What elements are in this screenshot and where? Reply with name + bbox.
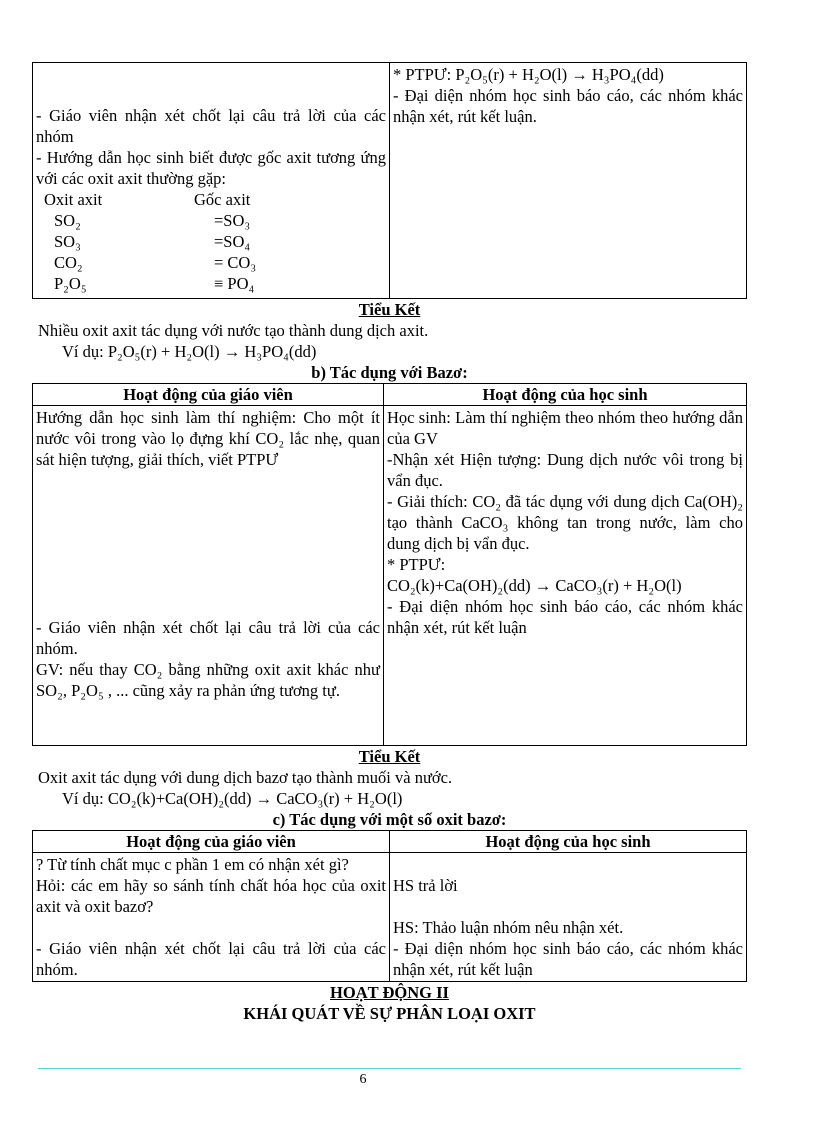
goc-item: =SO₃ (214, 211, 251, 230)
section-c-heading: c) Tác dụng với một số oxit bazơ: (272, 810, 507, 829)
teacher-comment: - Giáo viên nhận xét chốt lại câu trả lời của các nhóm. (36, 939, 386, 979)
document-page (32, 0, 747, 1024)
student-observation: -Nhận xét Hiện tượng: Dung dịch nước vôi trong bị vẩn đục. (387, 450, 743, 490)
oxit-item: SO₃ (54, 232, 81, 251)
teacher-column-header: Hoạt động của giáo viên (33, 831, 390, 853)
student-column-header: Hoạt động của học sinh (390, 831, 747, 853)
goc-item: = CO₃ (214, 253, 257, 272)
summary-heading: Tiểu Kết (358, 300, 421, 319)
reaction-equation: CO₂(k)+Ca(OH)₂(dd) → CaCO₃(r) + H₂O(l) (387, 576, 682, 595)
student-cell (390, 853, 747, 982)
page-number: 6 (359, 1072, 367, 1087)
student-answer: HS trả lời (393, 876, 458, 895)
activity-table-b (32, 383, 747, 746)
oxit-header: Oxit axit (44, 190, 103, 209)
teacher-guide: - Hướng dẫn học sinh biết được gốc axit tương ứng với các oxit axit thường gặp: (36, 148, 386, 188)
goc-item: ≡ PO₄ (214, 274, 255, 293)
reaction-equation: * PTPƯ: P₂O₅(r) + H₂O(l) → H₃PO₄(dd) (393, 65, 664, 84)
teacher-cell (33, 406, 384, 746)
teacher-instruction: Hướng dẫn học sinh làm thí nghiệm: Cho một ít nước vôi trong vào lọ đựng khí CO₂ lắc nhẹ, quan sát hiện tượng, giải thích, viết PTPƯ (36, 408, 380, 469)
summary-example: Ví dụ: P₂O₅(r) + H₂O(l) → H₃PO₄(dd) (62, 342, 317, 361)
teacher-question: ? Từ tính chất mục c phần 1 em có nhận xét gì? (36, 855, 349, 874)
activity-table-a (32, 62, 747, 299)
student-cell (384, 406, 747, 746)
oxit-item: P₂O₅ (54, 274, 87, 293)
activity-table-c (32, 830, 747, 982)
student-experiment: Học sinh: Làm thí nghiệm theo nhóm theo hướng dẫn của GV (387, 408, 743, 448)
student-report: - Đại diện nhóm học sinh báo cáo, các nhóm khác nhận xét, rút kết luận (387, 597, 743, 637)
section-b-heading: b) Tác dụng với Bazơ: (311, 363, 468, 382)
summary-text: Oxit axit tác dụng với dung dịch bazơ tạo thành muối và nước. (38, 768, 453, 787)
reaction-label: * PTPƯ: (387, 555, 446, 574)
activity-2-subtitle: KHÁI QUÁT VỀ SỰ PHÂN LOẠI OXIT (243, 1004, 536, 1023)
oxit-item: CO₂ (54, 253, 83, 272)
summary-example: Ví dụ: CO₂(k)+Ca(OH)₂(dd) → CaCO₃(r) + H₂O(l) (62, 789, 403, 808)
activity-2-title: HOẠT ĐỘNG II (330, 983, 449, 1002)
teacher-note: GV: nếu thay CO₂ bằng những oxit axit khác như SO₂, P₂O₅ , ... cũng xảy ra phản ứng tương tự. (36, 660, 380, 700)
teacher-cell (33, 853, 390, 982)
summary-text: Nhiều oxit axit tác dụng với nước tạo thành dung dịch axit. (38, 321, 429, 340)
oxit-table (36, 189, 386, 294)
oxit-item: SO₂ (54, 211, 81, 230)
student-explanation: - Giải thích: CO₂ đã tác dụng với dung dịch Ca(OH)₂ tạo thành CaCO₃ không tan trong nước, làm cho dung dịch bị vẩn đục. (387, 492, 743, 553)
summary-heading: Tiểu Kết (358, 747, 421, 766)
goc-item: =SO₄ (214, 232, 251, 251)
teacher-question-2: Hỏi: các em hãy so sánh tính chất hóa học của oxit axit và oxit bazơ? (36, 876, 386, 916)
student-report: - Đại diện nhóm học sinh báo cáo, các nhóm khác nhận xét, rút kết luận (393, 939, 743, 979)
teacher-comment: - Giáo viên nhận xét chốt lại câu trả lời của các nhóm (36, 106, 386, 146)
teacher-comment: - Giáo viên nhận xét chốt lại câu trả lời của các nhóm. (36, 618, 380, 658)
student-cell (390, 63, 747, 299)
student-column-header: Hoạt động của học sinh (384, 384, 747, 406)
student-discussion: HS: Thảo luận nhóm nêu nhận xét. (393, 918, 624, 937)
teacher-cell (33, 63, 390, 299)
teacher-column-header: Hoạt động của giáo viên (33, 384, 384, 406)
goc-header: Gốc axit (194, 190, 251, 209)
student-report: - Đại diện nhóm học sinh báo cáo, các nhóm khác nhận xét, rút kết luận. (393, 86, 743, 126)
